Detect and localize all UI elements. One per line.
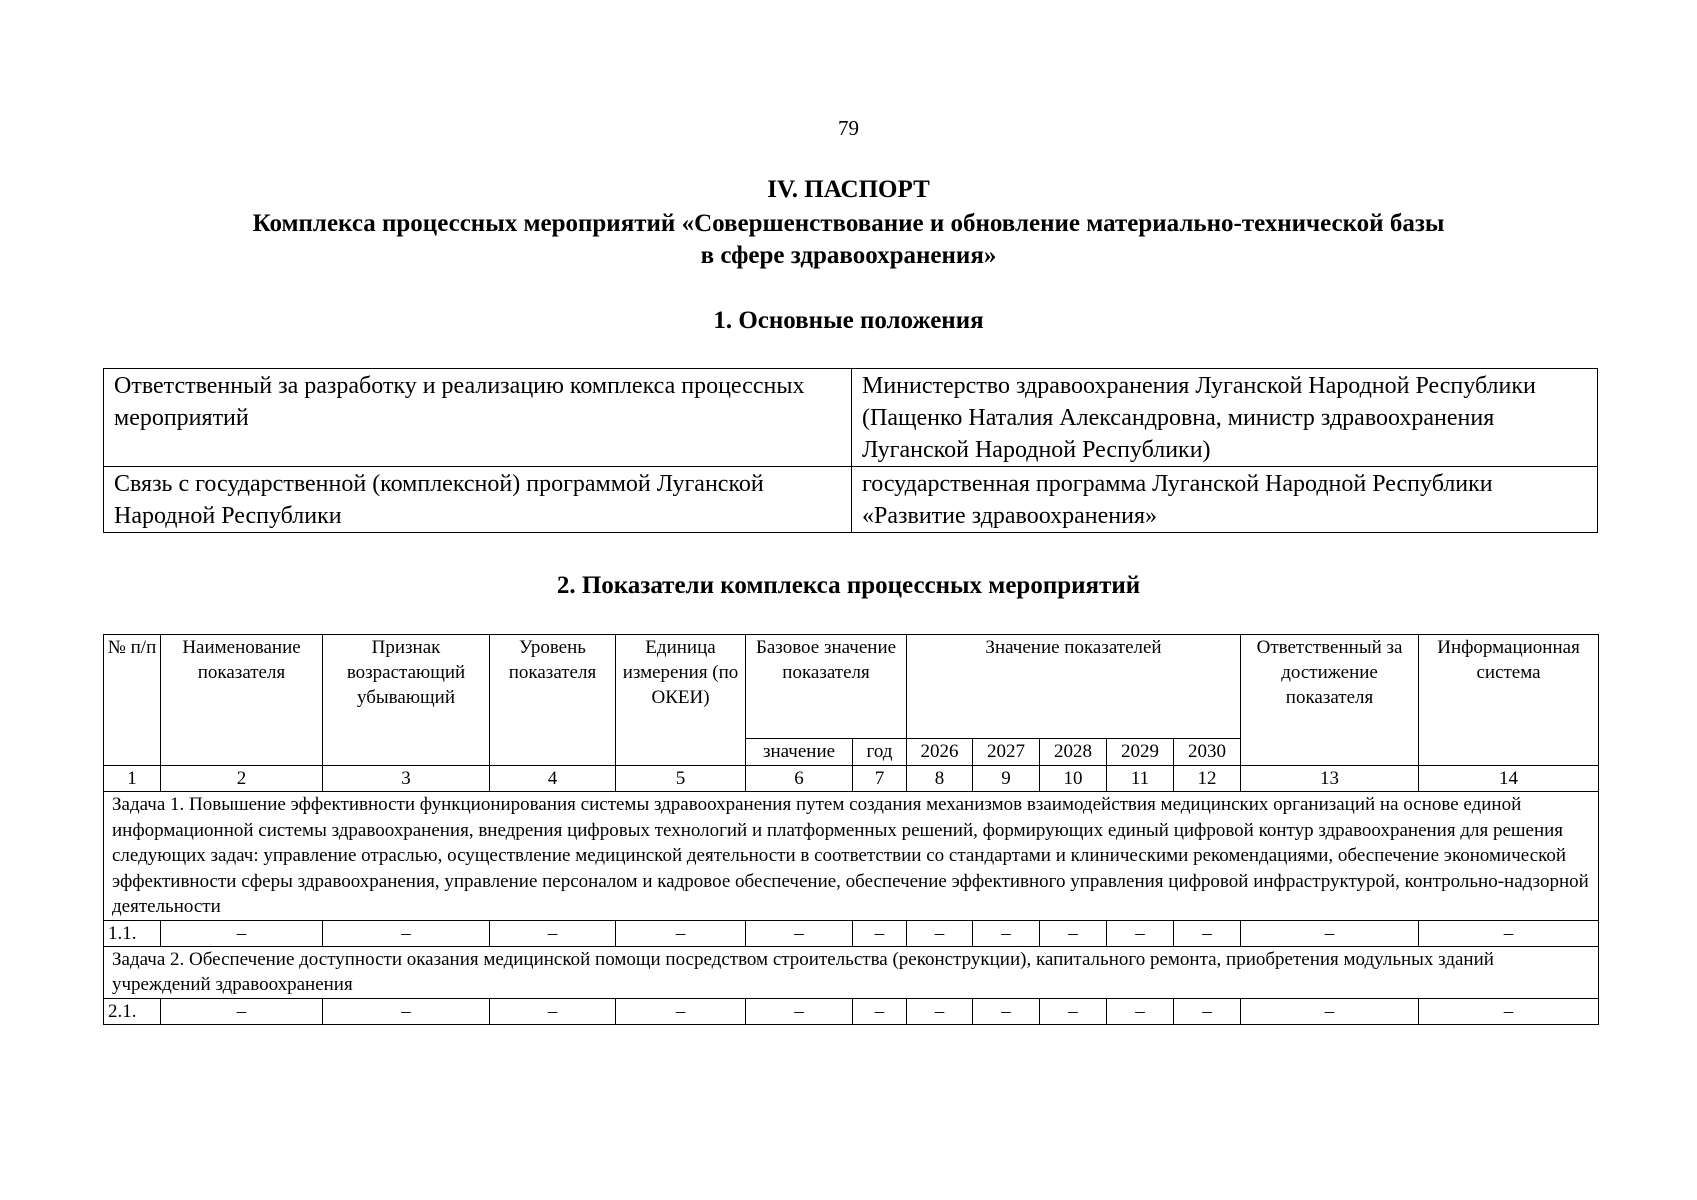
table-cell: – [616,998,746,1024]
header-info-system: Информационная система [1419,635,1599,766]
column-number: 9 [973,766,1040,792]
table-row [104,920,1599,946]
row-value: государственная программа Луганской Народной Республики «Развитие здравоохранения» [852,467,1598,533]
column-number: 2 [161,766,323,792]
task-row [104,946,1599,998]
header-base-year: год [853,739,907,766]
table-cell: – [323,998,490,1024]
table-cell: – [853,998,907,1024]
task-row [104,792,1599,921]
column-number: 11 [1107,766,1174,792]
row-number: 1.1. [104,920,161,946]
table-cell: – [907,920,973,946]
column-number: 13 [1241,766,1419,792]
table-row [104,467,1598,533]
header-year: 2029 [1107,739,1174,766]
column-number: 6 [746,766,853,792]
table-cell: – [973,920,1040,946]
table-cell: – [1419,998,1599,1024]
column-number: 1 [104,766,161,792]
task-1-text: Задача 1. Повышение эффективности функционирования системы здравоохранения путем создания механизмов взаимодействия медицинских организаций на основе единой информационной системы здравоохранения, внедрения цифровых технологий и платформенных решений, формирующих единый цифровой контур здравоохранения для решения следующих задач: управление отраслью, осуществление медицинской деятельности в соответствии со стандартами и клиническими рекомендациями, обеспечение экономической эффективности сферы здравоохранения, управление персоналом и кадровое обеспечение, обеспечение эффективного управления цифровой инфраструктурой, контрольно-надзорной деятельности [104,792,1599,921]
column-number: 7 [853,766,907,792]
header-base: Базовое значение показателя [746,635,907,739]
section-1-title: 1. Основные положения [713,307,984,334]
column-number: 4 [490,766,616,792]
header-name: Наименование показателя [161,635,323,766]
column-number: 14 [1419,766,1599,792]
table-row [104,998,1599,1024]
row-label: Связь с государственной (комплексной) программой Луганской Народной Республики [104,467,852,533]
document-subtitle [0,208,1697,272]
header-row [104,635,1599,739]
table-cell: – [1241,920,1419,946]
table-cell: – [853,920,907,946]
header-values: Значение показателей [907,635,1241,739]
header-year: 2027 [973,739,1040,766]
table-row [104,369,1598,467]
header-year: 2030 [1174,739,1241,766]
page-number: 79 [838,116,859,140]
document-subtitle-line-1: Комплекса процессных мероприятий «Совершенствование и обновление материально-технической базы [252,210,1445,237]
table-cell: – [1419,920,1599,946]
table-cell: – [490,998,616,1024]
table-cell: – [907,998,973,1024]
header-sign: Признак возрастающий убывающий [323,635,490,766]
indicators-table [103,634,1599,1025]
table-cell: – [1241,998,1419,1024]
header-unit: Единица измерения (по ОКЕИ) [616,635,746,766]
table-cell: – [1040,998,1107,1024]
table-cell: – [1107,920,1174,946]
column-number: 5 [616,766,746,792]
header-num: № п/п [104,635,161,766]
column-number: 8 [907,766,973,792]
column-number: 10 [1040,766,1107,792]
table-cell: – [323,920,490,946]
table-cell: – [161,920,323,946]
basic-provisions-table [103,368,1598,533]
header-base-value: значение [746,739,853,766]
table-cell: – [746,920,853,946]
table-cell: – [1174,920,1241,946]
column-number: 12 [1174,766,1241,792]
document-title: IV. ПАСПОРТ [767,176,930,203]
row-value: Министерство здравоохранения Луганской Народной Республики (Пащенко Наталия Александровна, министр здравоохранения Луганской Народной Республики) [852,369,1598,467]
column-numbers-row [104,766,1599,792]
table-cell: – [1040,920,1107,946]
header-responsible: Ответственный за достижение показателя [1241,635,1419,766]
column-number: 3 [323,766,490,792]
row-number: 2.1. [104,998,161,1024]
table-cell: – [161,998,323,1024]
header-level: Уровень показателя [490,635,616,766]
table-cell: – [1107,998,1174,1024]
table-cell: – [616,920,746,946]
table-cell: – [490,920,616,946]
section-2-title: 2. Показатели комплекса процессных мероприятий [556,572,1141,599]
table-cell: – [973,998,1040,1024]
header-year: 2028 [1040,739,1107,766]
task-2-text: Задача 2. Обеспечение доступности оказания медицинской помощи посредством строительства (реконструкции), капитального ремонта, приобретения модульных зданий учреждений здравоохранения [104,946,1599,998]
table-cell: – [746,998,853,1024]
header-year: 2026 [907,739,973,766]
row-label: Ответственный за разработку и реализацию комплекса процессных мероприятий [104,369,852,467]
document-subtitle-line-2: в сфере здравоохранения» [700,242,997,269]
table-cell: – [1174,998,1241,1024]
